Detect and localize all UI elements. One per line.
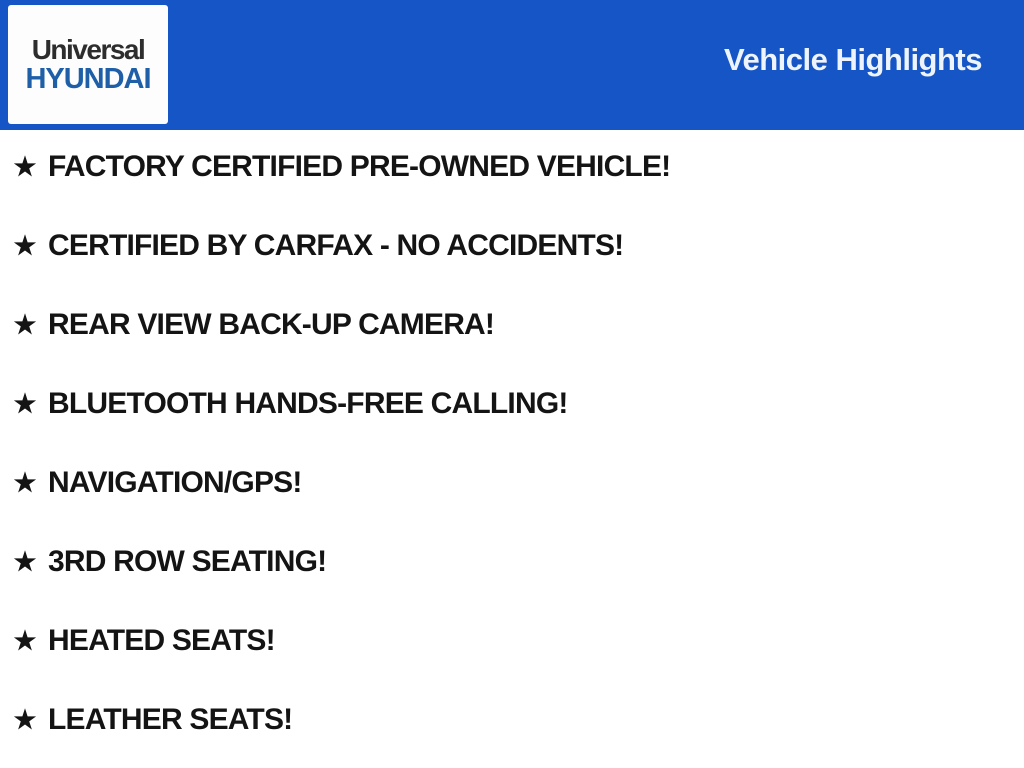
star-icon: [12, 707, 38, 733]
star-icon: [12, 628, 38, 654]
highlights-list: [0, 130, 1024, 742]
header-bar: [0, 0, 1024, 130]
highlight-label: HEATED SEATS!: [48, 624, 275, 657]
list-item: [12, 303, 1024, 347]
list-item: [12, 698, 1024, 742]
star-icon: [12, 391, 38, 417]
highlight-label: BLUETOOTH HANDS-FREE CALLING!: [48, 387, 568, 420]
highlight-label: FACTORY CERTIFIED PRE-OWNED VEHICLE!: [48, 150, 671, 183]
highlight-label: CERTIFIED BY CARFAX - NO ACCIDENTS!: [48, 229, 624, 262]
highlight-label: LEATHER SEATS!: [48, 703, 293, 736]
list-item: [12, 382, 1024, 426]
highlight-label: REAR VIEW BACK-UP CAMERA!: [48, 308, 495, 341]
dealer-logo-name: Universal: [31, 33, 145, 65]
highlight-label: 3RD ROW SEATING!: [48, 545, 327, 578]
list-item: [12, 461, 1024, 505]
list-item: [12, 619, 1024, 663]
highlight-label: NAVIGATION/GPS!: [48, 466, 302, 499]
star-icon: [12, 549, 38, 575]
star-icon: [12, 154, 38, 180]
page-title: Vehicle Highlights: [724, 42, 982, 77]
dealer-logo: [8, 5, 168, 124]
dealer-logo-brand: HYUNDAI: [25, 62, 151, 95]
star-icon: [12, 233, 38, 259]
list-item: [12, 145, 1024, 189]
star-icon: [12, 470, 38, 496]
list-item: [12, 224, 1024, 268]
list-item: [12, 540, 1024, 584]
star-icon: [12, 312, 38, 338]
